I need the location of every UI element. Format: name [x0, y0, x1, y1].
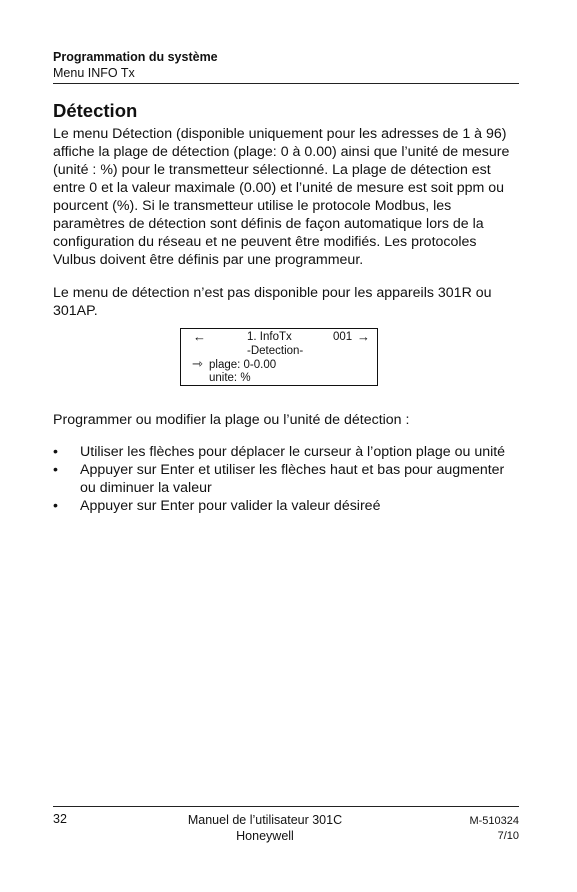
bullet: • [53, 498, 58, 514]
lcd-submenu: -Detection- [247, 345, 304, 357]
footer-brand: Honeywell [236, 829, 294, 843]
lcd-address: 001 [333, 331, 353, 343]
header-section: Programmation du système [53, 50, 218, 64]
footer-doc-code: M-510324 [469, 815, 519, 827]
page-header [53, 49, 218, 81]
paragraph-description: Le menu Détection (disponible uniquement pour les adresses de 1 à 96) affiche la plage de détection (plage: 0 à 0.00) ainsi que l’unité de mesure (unité : %) pour le transmetteur sélectionné. La plage de détection est entre 0 et la valeur maximale (0.00) et l’unité de mesure est soit ppm ou pourcent (%). Si le transmetteur utilise le protocole Modbus, les paramètres de détection sont définis de façon automatique lors de la configuration du réseau et ne peuvent être modifiés. Les protocoles Vulbus doivent être définis par une programmeur. [53, 126, 510, 268]
lcd-unite: unite: % [209, 372, 251, 384]
bullet: • [53, 462, 58, 478]
bullet: • [53, 444, 58, 460]
section-title: Détection [53, 100, 138, 121]
paragraph-availability: Le menu de détection n’est pas disponible pour les appareils 301R ou 301AP. [53, 285, 492, 319]
footer-right [469, 814, 519, 844]
arrow-left-icon: ← [193, 329, 206, 344]
cursor-arrow-icon: ⇾ [192, 356, 203, 371]
step-list [53, 443, 523, 515]
step-text: Appuyer sur Enter et utiliser les flèches haut et bas pour augmenter ou diminuer la valeur [80, 462, 505, 496]
lcd-display [180, 328, 378, 386]
step-text: Appuyer sur Enter pour valider la valeur désireé [80, 498, 381, 514]
footer-manual: Manuel de l’utilisateur 301C [187, 813, 343, 827]
page-number: 32 [53, 812, 67, 826]
header-subsection: Menu INFO Tx [53, 66, 135, 80]
list-item [53, 461, 523, 497]
list-item [53, 443, 523, 461]
step-text: Utiliser les flèches pour déplacer le curseur à l’option plage ou unité [80, 444, 506, 460]
paragraph-instructions: Programmer ou modifier la plage ou l’unité de détection : [53, 412, 410, 428]
footer-divider [53, 806, 519, 807]
header-divider [53, 83, 519, 84]
footer-center [165, 812, 365, 844]
lcd-menu-title: 1. InfoTx [247, 331, 292, 343]
arrow-right-icon: → [357, 329, 370, 344]
lcd-plage: plage: 0-0.00 [209, 359, 277, 371]
list-item [53, 497, 523, 515]
footer-date: 7/10 [497, 830, 519, 842]
